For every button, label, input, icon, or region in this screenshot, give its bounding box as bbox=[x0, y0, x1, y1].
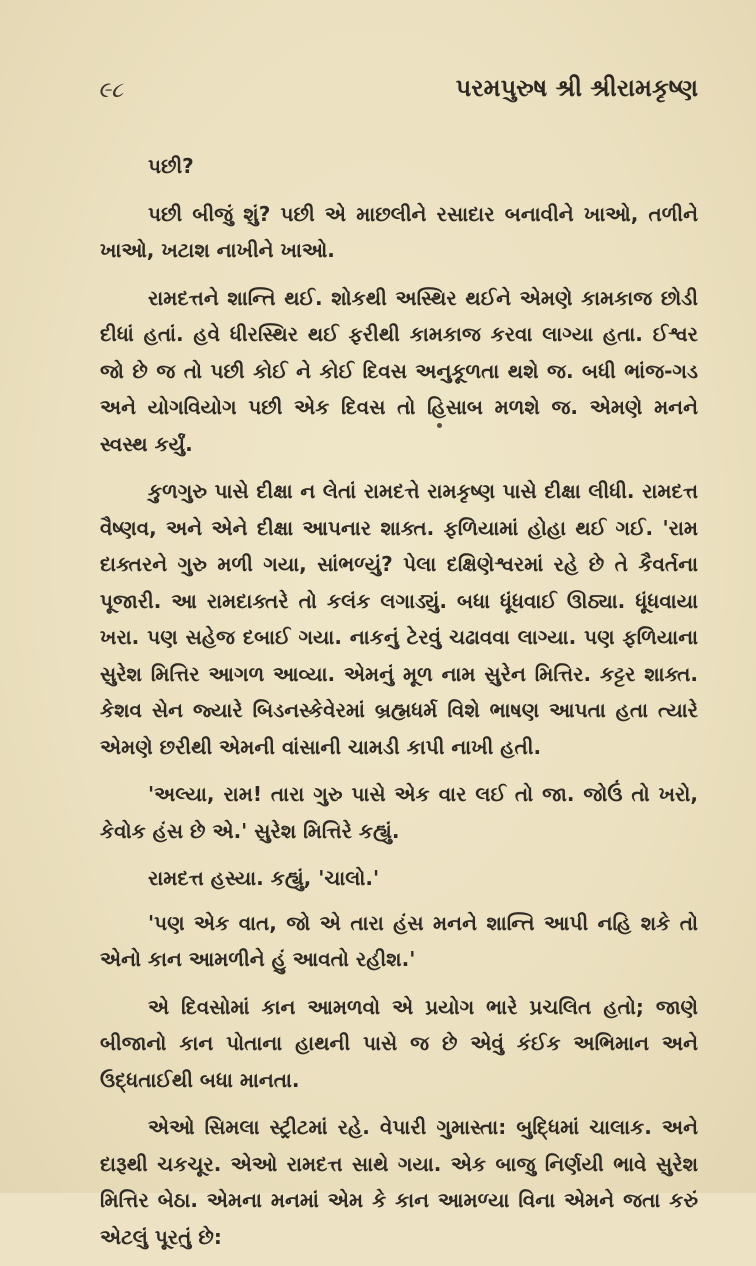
paragraph: રામદત્તને શાન્તિ થઈ. શોકથી અસ્થિર થઈને એમણે કામકાજ છોડી દીધાં હતાં. હવે ધીરસ્થિર થઈ ફરીથી કામકાજ કરવા લાગ્યા હતા. ઈશ્વર જો છે જ તો પછી કોઈ ને કોઈ દિવસ અનુકૂળતા થશે જ. બધી ભાંજ-ગડ અને યોગવિયોગ પછી એક દિવસ તો હિસાબ મળશે જ. એમણે મનને સ્વસ્થ કર્યું. bbox=[100, 285, 698, 456]
paragraph: પછી બીજું શું? પછી એ માછલીને રસાદાર બનાવીને ખાઓ, તળીને ખાઓ, ખટાશ નાખીને ખાઓ. bbox=[100, 201, 698, 262]
paragraph: એ દિવસોમાં કાન આમળવો એ પ્રયોગ ભારે પ્રચલિત હતો; જાણે બીજાનો કાન પોતાના હાથની પાસે જ છે એવું કંઈક અભિમાન અને ઉદ્ધતાઈથી બધા માનતા. bbox=[100, 994, 698, 1092]
paragraph: 'અલ્યા, રામ! તારા ગુરુ પાસે એક વાર લઈ તો જા. જોઉં તો ખરો, કેવોક હંસ છે એ.' સુરેશ મિત્તિરે કહ્યું. bbox=[100, 782, 698, 843]
paragraph: રામદત્ત હસ્યા. કહ્યું, 'ચાલો.' bbox=[148, 866, 380, 890]
paragraph: 'પણ એક વાત, જો એ તારા હંસ મનને શાન્તિ આપી નહિ શકે તો એનો કાન આમળીને હું આવતો રહીશ.' bbox=[100, 910, 698, 971]
paragraph: પછી? bbox=[148, 154, 194, 178]
page-header bbox=[98, 72, 698, 108]
page-body bbox=[100, 148, 698, 1266]
page-number: ૯૮ bbox=[98, 78, 124, 103]
paragraph: એઓ સિમલા સ્ટ્રીટમાં રહે. વેપારી ગુમાસ્તા: બુદ્ધિમાં ચાલાક. અને દારૂથી ચકચૂર. એઓ રામદત્ત સાથે ગયા. એક બાજુ નિર્ણયી ભાવે સુરેશ મિત્તિર બેઠા. એમના મનમાં એમ કે કાન આમળ્યા વિના એમને જતા કરું એટલું પૂરતું છે: bbox=[100, 1115, 698, 1249]
paragraph: કુળગુરુ પાસે દીક્ષા ન લેતાં રામદત્તે રામકૃષ્ણ પાસે દીક્ષા લીધી. રામદત્ત વૈષ્ણવ, અને એને દીક્ષા આપનાર શાક્ત. ફળિયામાં હોહા થઈ ગઈ. 'રામ દાક્તરને ગુરુ મળી ગયા, સાંભળ્યું? પેલા દક્ષિણેશ્વરમાં રહે છે તે કૈવર્તના પૂજારી. આ રામદાક્તરે તો કલંક લગાડ્યું. બધા ધૂંધવાઈ ઊઠ્યા. ધૂંધવાયા ખરા. પણ સહેજ દબાઈ ગયા. નાકનું ટેરવું ચઢાવવા લાગ્યા. પણ ફળિયાના સુરેશ મિત્તિર આગળ આવ્યા. એમનું મૂળ નામ સુરેન મિત્તિર. કટ્ટર શાક્ત. કેશવ સેન જ્યારે બિડનસ્કેવેરમાં બ્રહ્મધર્મ વિશે ભાષણ આપતા હતા ત્યારે એમણે છરીથી એમની વાંસાની ચામડી કાપી નાખી હતી. bbox=[100, 479, 698, 759]
running-head: પરમપુરુષ શ્રી શ્રીરામકૃષ્ણ bbox=[455, 74, 698, 102]
